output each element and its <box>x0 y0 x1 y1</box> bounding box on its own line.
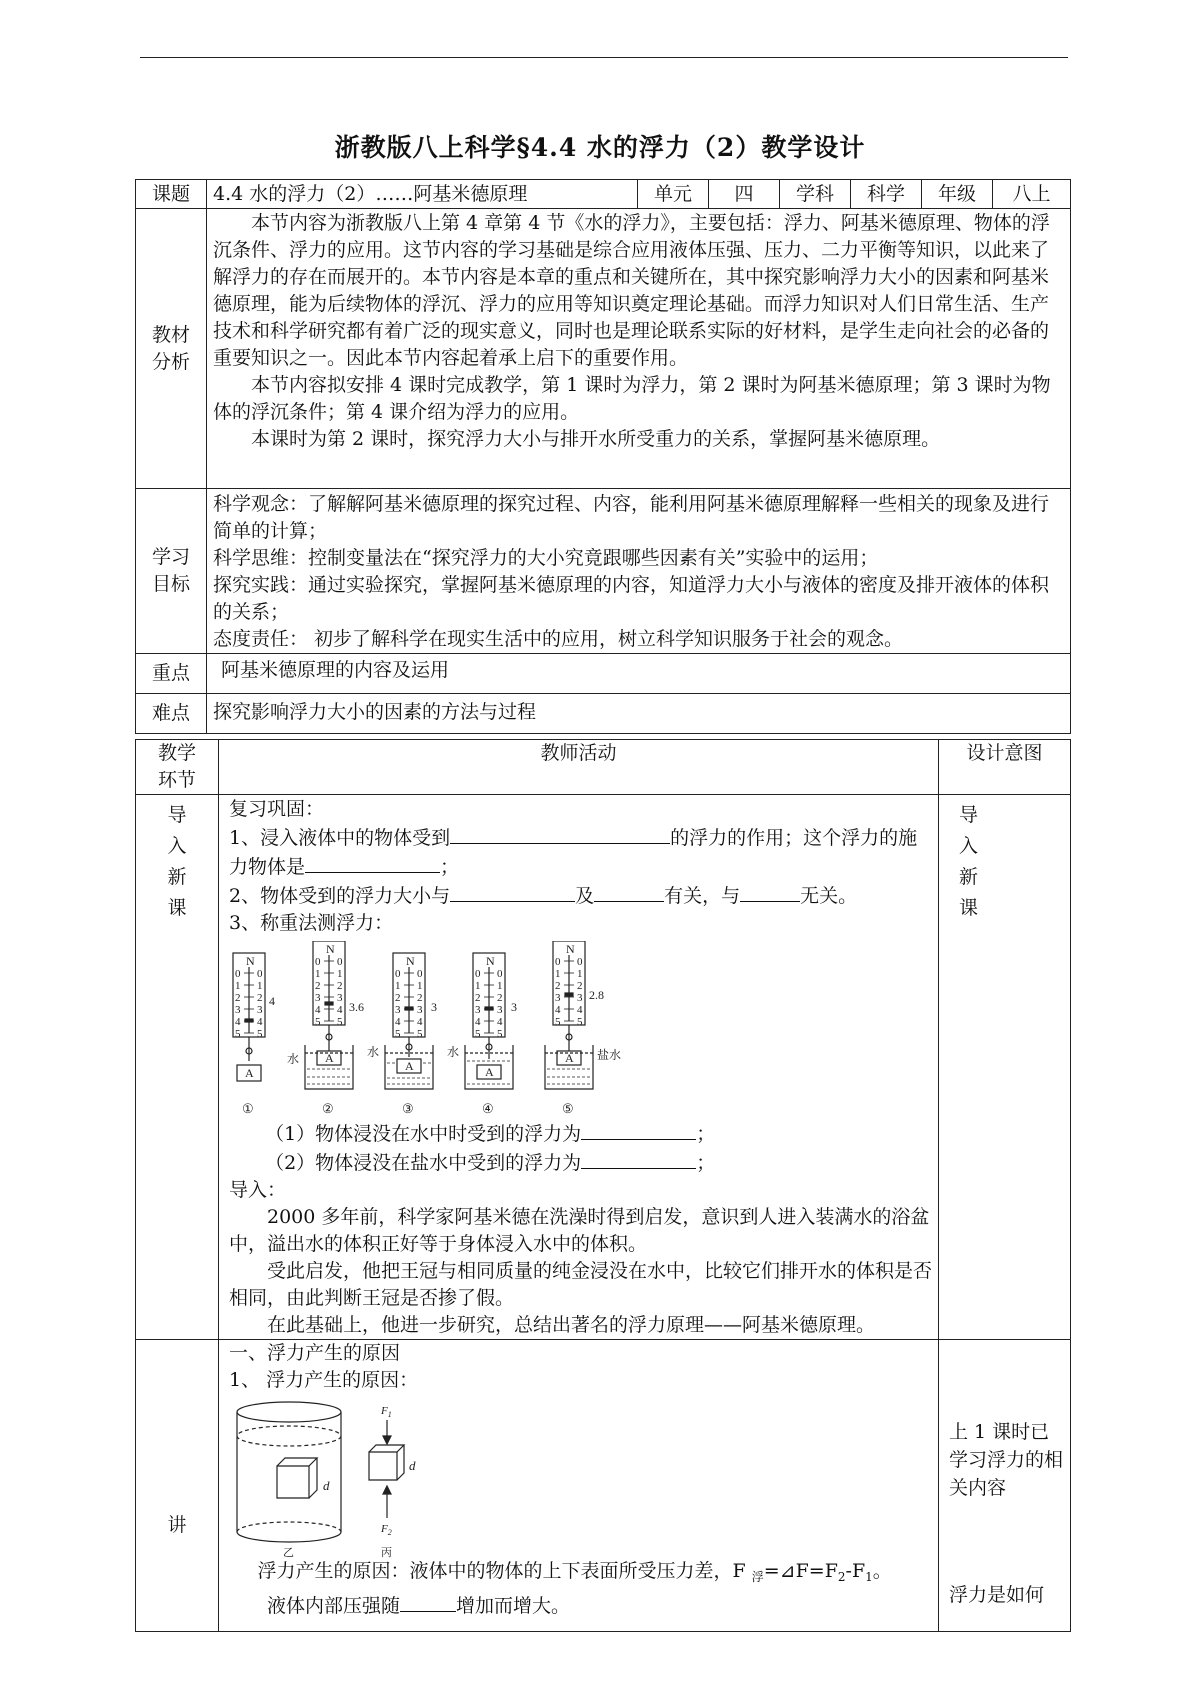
svg-text:N: N <box>406 954 415 968</box>
document-title: 浙教版八上科学§4.4 水的浮力（2）教学设计 <box>334 133 866 162</box>
lead-in-title: 导入： <box>229 1179 287 1201</box>
svg-text:3: 3 <box>497 1004 503 1016</box>
svg-text:4: 4 <box>337 1004 343 1016</box>
svg-text:0: 0 <box>395 968 401 980</box>
blank-q2-3[interactable] <box>740 881 800 902</box>
svg-text:1: 1 <box>235 980 241 992</box>
blank-q2-1[interactable] <box>450 881 575 902</box>
lecture-heading-2: 1、 浮力产生的原因： <box>229 1369 419 1391</box>
analysis-paragraph-1: 本节内容为浙教版八上第 4 章第 4 节《水的浮力》，主要包括：浮力、阿基米德原理、物体的浮沉条件、浮力的应用。这节内容的学习基础是综合应用液体压强、压力、二力平衡等知识，以此来了解浮力的存在而展开的。本节内容是本章的重点和关键所在，其中探究影响浮力大小的因素和阿基米德原理，能为后续物体的浮沉、浮力的应用等知识奠定理论基础。而浮力知识对人们日常生活、生产技术和科学研究都有着广泛的现实意义，同时也是理论联系实际的好材料，是学生走向社会的必备的重要知识之一。因此本节内容起着承上启下的重要作用。 <box>213 212 1050 369</box>
svg-text:F1: $F_1$ <box>381 1405 392 1419</box>
svg-text:④: ④ <box>482 1101 494 1116</box>
svg-text:2.8: 2.8 <box>589 988 604 1002</box>
analysis-content <box>207 209 1071 489</box>
lead-in-paragraph-2: 受此启发，他把王冠与相同质量的纯金浸没在水中，比较它们排开水的体积是否相同，由此判断王冠是否掺了假。 <box>229 1260 933 1309</box>
svg-text:1: 1 <box>475 980 481 992</box>
buoyancy-cause-text: 浮力产生的原因：液体中的物体的上下表面所受压力差，F $_浮=⊿F=F_2-F_1$。 <box>257 1560 892 1584</box>
svg-text:F2: $F_2$ <box>381 1523 392 1537</box>
scale-3 <box>367 953 437 1089</box>
difficulty-value: 探究影响浮力大小的因素的方法与过程 <box>207 694 1071 734</box>
goal-concept: 科学观念：了解解阿基米德原理的探究过程、内容，能利用阿基米德原理解释一些相关的现象及进行简单的计算； <box>213 493 1050 542</box>
svg-text:3: 3 <box>257 1004 263 1016</box>
svg-text:2: 2 <box>337 980 343 992</box>
scale-2 <box>287 941 364 1089</box>
intro-intent-text: 导 入 新 课 <box>959 804 979 919</box>
svg-text:2: 2 <box>577 980 583 992</box>
svg-text:N: N <box>246 954 255 968</box>
blank-q1-2[interactable] <box>305 852 440 873</box>
info-table <box>135 179 1071 734</box>
svg-text:5: 5 <box>475 1028 481 1040</box>
svg-text:1: 1 <box>337 968 343 980</box>
lecture-activity-cell <box>219 1340 939 1632</box>
review-title: 复习巩固： <box>229 798 325 820</box>
review-q2: 2、物体受到的浮力大小与 及 有关，与 无关。 <box>229 881 932 910</box>
svg-text:2: 2 <box>315 980 321 992</box>
blank-q1-1[interactable] <box>450 823 670 844</box>
lecture-intent-cell <box>939 1340 1071 1632</box>
svg-text:3.6: 3.6 <box>349 1000 364 1014</box>
scale-4 <box>447 953 517 1089</box>
stage-header: 教学 环节 <box>136 740 219 795</box>
svg-text:①: ① <box>242 1101 254 1116</box>
svg-text:d: d <box>409 1458 416 1473</box>
svg-text:0: 0 <box>475 968 481 980</box>
review-sub2: （2）物体浸没在盐水中受到的浮力为 ； <box>229 1148 932 1177</box>
svg-text:5: 5 <box>315 1016 321 1028</box>
topic-label: 课题 <box>136 180 207 209</box>
subject-value: 科学 <box>851 180 922 209</box>
svg-text:A: A <box>245 1066 254 1080</box>
svg-text:4: 4 <box>555 1004 561 1016</box>
svg-text:0: 0 <box>417 968 423 980</box>
header-rule <box>140 57 1068 58</box>
analysis-paragraph-2: 本节内容拟安排 4 课时完成教学，第 1 课时为浮力，第 2 课时为阿基米德原理；第 3 课时为物体的浮沉条件；第 4 课介绍为浮力的应用。 <box>213 374 1051 423</box>
blank-q2-2[interactable] <box>594 881 664 902</box>
svg-text:5: 5 <box>497 1028 503 1040</box>
svg-text:3: 3 <box>337 992 343 1004</box>
buoyancy-cause-figure <box>229 1398 529 1558</box>
difficulty-label: 难点 <box>136 694 207 734</box>
svg-text:1: 1 <box>315 968 321 980</box>
svg-text:5: 5 <box>395 1028 401 1040</box>
svg-text:0: 0 <box>337 956 343 968</box>
svg-text:5: 5 <box>257 1028 263 1040</box>
grade-label: 年级 <box>922 180 993 209</box>
topic-value: 4.4 水的浮力（2）……阿基米德原理 <box>207 180 638 209</box>
svg-text:2: 2 <box>395 992 401 1004</box>
svg-text:1: 1 <box>257 980 263 992</box>
svg-text:2: 2 <box>417 992 423 1004</box>
svg-text:1: 1 <box>417 980 423 992</box>
svg-text:4: 4 <box>315 1004 321 1016</box>
intro-stage-text: 导 入 新 课 <box>167 804 187 919</box>
svg-text:3: 3 <box>555 992 561 1004</box>
process-table <box>135 739 1071 1632</box>
svg-text:乙: 乙 <box>283 1547 294 1558</box>
lead-in-paragraph-1: 2000 多年前，科学家阿基米德在洗澡时得到启发，意识到人进入装满水的浴盆中，溢出水的体积正好等于身体浸入水中的体积。 <box>229 1206 930 1255</box>
lead-in-paragraph-3: 在此基础上，他进一步研究，总结出著名的浮力原理——阿基米德原理。 <box>267 1314 876 1336</box>
svg-text:2: 2 <box>257 992 263 1004</box>
svg-text:5: 5 <box>577 1016 583 1028</box>
svg-text:②: ② <box>322 1101 334 1116</box>
svg-text:1: 1 <box>497 980 503 992</box>
grade-value: 八上 <box>993 180 1071 209</box>
lecture-intent-1: 上 1 课时已学习浮力的相关内容 <box>949 1421 1064 1499</box>
svg-text:2: 2 <box>555 980 561 992</box>
goals-label: 学习 目标 <box>136 489 207 654</box>
lecture-heading-1: 一、浮力产生的原因 <box>229 1342 401 1364</box>
svg-text:4: 4 <box>497 1016 503 1028</box>
svg-text:4: 4 <box>235 1016 241 1028</box>
svg-text:A: A <box>405 1059 414 1073</box>
intro-intent-cell <box>939 795 1071 1340</box>
blank-sub2[interactable] <box>581 1148 696 1169</box>
review-q3: 3、称重法测浮力： <box>229 912 394 934</box>
svg-text:1: 1 <box>577 968 583 980</box>
svg-text:d: d <box>323 1478 330 1493</box>
svg-text:4: 4 <box>475 1016 481 1028</box>
lecture-intent-2: 浮力是如何 <box>949 1584 1045 1606</box>
svg-text:5: 5 <box>417 1028 423 1040</box>
lecture-stage-cell: 讲 <box>136 1340 219 1632</box>
svg-text:4: 4 <box>577 1004 583 1016</box>
svg-text:2: 2 <box>475 992 481 1004</box>
blank-pressure[interactable] <box>400 1591 456 1612</box>
svg-text:3: 3 <box>315 992 321 1004</box>
svg-text:5: 5 <box>235 1028 241 1040</box>
svg-text:0: 0 <box>257 968 263 980</box>
svg-text:3: 3 <box>577 992 583 1004</box>
svg-text:0: 0 <box>315 956 321 968</box>
svg-text:N: N <box>486 954 495 968</box>
key-point-label: 重点 <box>136 654 207 694</box>
svg-text:水: 水 <box>367 1045 380 1059</box>
analysis-label: 教材 分析 <box>136 209 207 489</box>
svg-text:1: 1 <box>395 980 401 992</box>
svg-text:N: N <box>566 942 575 956</box>
pressure-depth-text: 液体内部压强随 增加而增大。 <box>229 1591 932 1620</box>
goal-thinking: 科学思维：控制变量法在“探究浮力的大小究竟跟哪些因素有关”实验中的运用； <box>213 547 879 569</box>
review-sub1: （1）物体浸没在水中时受到的浮力为 ； <box>229 1119 932 1148</box>
svg-text:2: 2 <box>235 992 241 1004</box>
svg-text:5: 5 <box>337 1016 343 1028</box>
svg-text:盐水: 盐水 <box>597 1048 622 1062</box>
intro-stage-cell <box>136 795 219 1340</box>
svg-text:水: 水 <box>287 1052 300 1066</box>
review-q1: 1、浸入液体中的物体受到 的浮力的作用；这个浮力的施力物体是 ； <box>229 823 932 881</box>
scale-1 <box>233 953 275 1081</box>
blank-sub1[interactable] <box>581 1119 696 1140</box>
svg-text:3: 3 <box>417 1004 423 1016</box>
svg-text:4: 4 <box>395 1016 401 1028</box>
svg-text:3: 3 <box>511 1000 517 1014</box>
unit-value: 四 <box>709 180 780 209</box>
svg-text:3: 3 <box>235 1004 241 1016</box>
svg-text:3: 3 <box>475 1004 481 1016</box>
svg-text:2: 2 <box>497 992 503 1004</box>
svg-text:1: 1 <box>555 968 561 980</box>
svg-text:3: 3 <box>431 1000 437 1014</box>
teacher-activity-header: 教师活动 <box>219 740 939 795</box>
svg-text:4: 4 <box>269 994 275 1008</box>
svg-text:水: 水 <box>447 1045 460 1059</box>
design-intent-header: 设计意图 <box>939 740 1071 795</box>
svg-text:N: N <box>326 942 335 956</box>
svg-text:③: ③ <box>402 1101 414 1116</box>
intro-activity-cell <box>219 795 939 1340</box>
goal-attitude: 态度责任： 初步了解科学在现实生活中的应用，树立科学知识服务于社会的观念。 <box>213 628 904 650</box>
svg-text:A: A <box>565 1051 574 1065</box>
svg-text:5: 5 <box>555 1016 561 1028</box>
spring-scale-figure <box>229 941 629 1119</box>
svg-text:4: 4 <box>257 1016 263 1028</box>
scale-5 <box>545 941 621 1089</box>
unit-label: 单元 <box>638 180 709 209</box>
svg-text:⑤: ⑤ <box>562 1101 574 1116</box>
key-point-value: 阿基米德原理的内容及运用 <box>207 654 1071 694</box>
svg-text:0: 0 <box>497 968 503 980</box>
svg-text:0: 0 <box>577 956 583 968</box>
svg-text:0: 0 <box>555 956 561 968</box>
svg-text:A: A <box>485 1065 494 1079</box>
goal-practice: 探究实践：通过实验探究，掌握阿基米德原理的内容，知道浮力大小与液体的密度及排开液体的体积的关系； <box>213 574 1050 623</box>
svg-text:4: 4 <box>417 1016 423 1028</box>
analysis-paragraph-3: 本课时为第 2 课时，探究浮力大小与排开水所受重力的关系，掌握阿基米德原理。 <box>251 428 941 450</box>
svg-text:3: 3 <box>395 1004 401 1016</box>
svg-text:丙: 丙 <box>381 1547 392 1558</box>
subject-label: 学科 <box>780 180 851 209</box>
svg-text:A: A <box>325 1051 334 1065</box>
goals-content <box>207 489 1071 654</box>
svg-text:0: 0 <box>235 968 241 980</box>
